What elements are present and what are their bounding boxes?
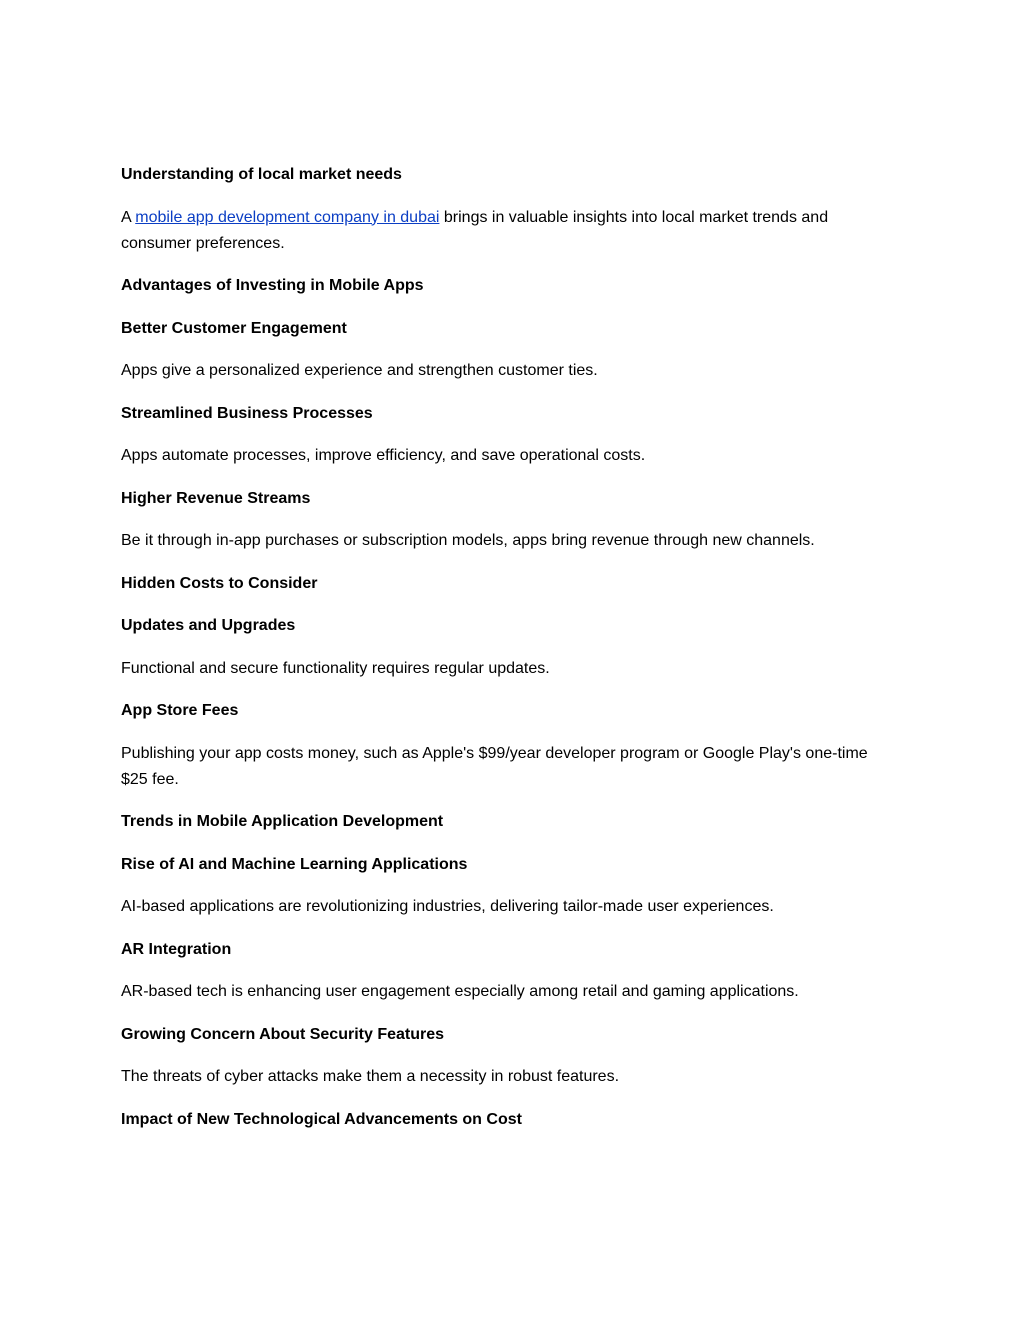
heading-hidden-costs: Hidden Costs to Consider: [121, 574, 318, 592]
heading-tech-impact-cost: Impact of New Technological Advancements on Cost: [121, 1110, 522, 1128]
paragraph-ar-integration: AR-based tech is enhancing user engagement especially among retail and gaming applications.: [121, 983, 799, 1000]
paragraph-ai-ml: AI-based applications are revolutionizing industries, delivering tailor-made user experiences.: [121, 898, 774, 915]
paragraph-text-after-link: brings in valuable insights into local market trends and consumer preferences.: [121, 208, 829, 252]
paragraph-security-features: The threats of cyber attacks make them a necessity in robust features.: [121, 1068, 620, 1085]
heading-business-processes: Streamlined Business Processes: [121, 404, 373, 422]
heading-customer-engagement: Better Customer Engagement: [121, 319, 347, 337]
paragraph-understanding-local-market: [121, 205, 881, 257]
heading-ar-integration: AR Integration: [121, 940, 232, 958]
heading-trends: Trends in Mobile Application Development: [121, 813, 444, 830]
paragraph-app-store-fees: Publishing your app costs money, such as Apple's $99/year developer program or Google Play's one-time $25 fee.: [121, 744, 868, 788]
paragraph-business-processes: Apps automate processes, improve efficiency, and save operational costs.: [121, 447, 646, 464]
heading-revenue-streams: Higher Revenue Streams: [121, 489, 311, 507]
document-body: [121, 162, 881, 1133]
paragraph-updates-upgrades: Functional and secure functionality requires regular updates.: [121, 659, 550, 677]
heading-updates-upgrades: Updates and Upgrades: [121, 617, 296, 634]
heading-app-store-fees: App Store Fees: [121, 702, 239, 719]
paragraph-text-before-link: A: [121, 208, 136, 226]
mobile-app-company-link[interactable]: mobile app development company in dubai: [135, 208, 440, 226]
heading-understanding-local-market: Understanding of local market needs: [121, 166, 402, 183]
heading-security-features: Growing Concern About Security Features: [121, 1025, 445, 1043]
paragraph-customer-engagement: Apps give a personalized experience and strengthen customer ties.: [121, 362, 598, 379]
paragraph-revenue-streams: Be it through in-app purchases or subscription models, apps bring revenue through new channels.: [121, 532, 815, 549]
heading-advantages: Advantages of Investing in Mobile Apps: [121, 277, 424, 294]
heading-ai-ml: Rise of AI and Machine Learning Applications: [121, 855, 468, 873]
